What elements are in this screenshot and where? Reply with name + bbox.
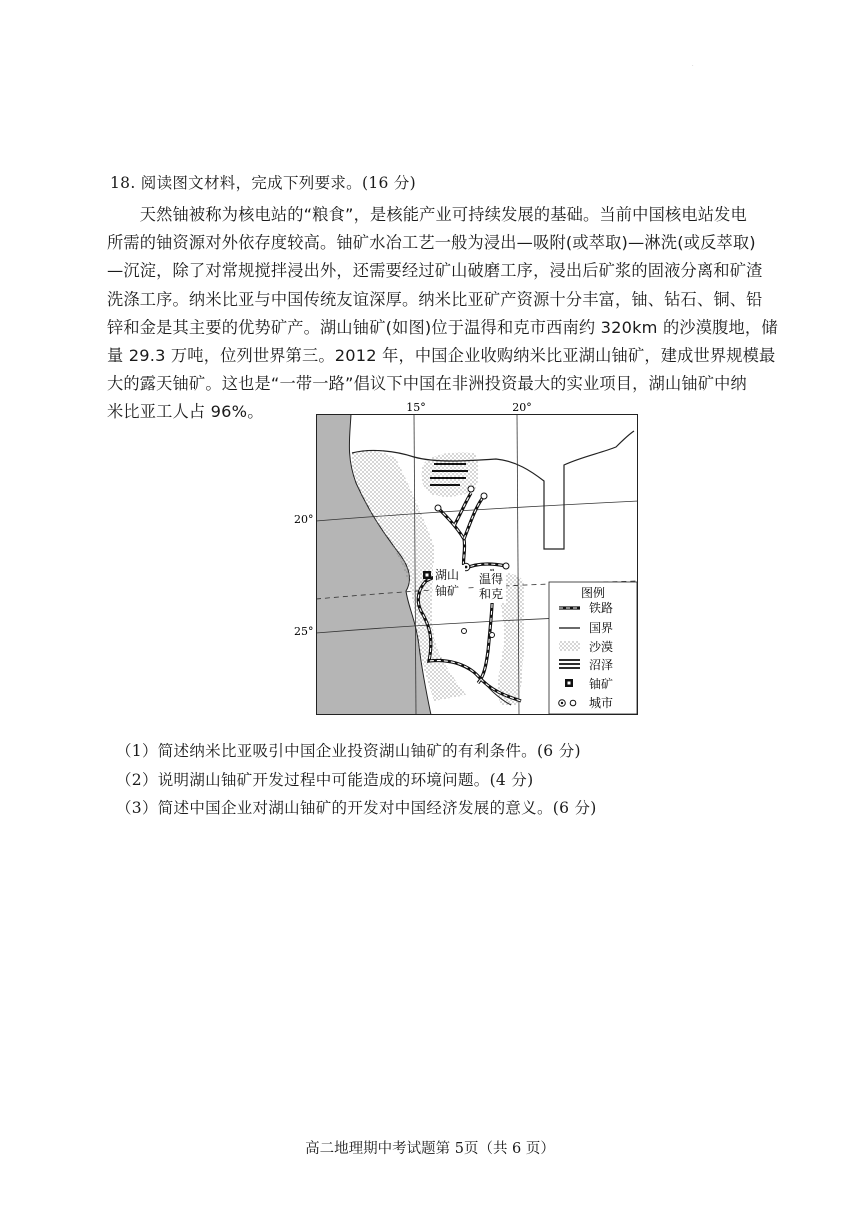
legend-desert: 沙漠 (589, 640, 614, 654)
passage-line: 锌和金是其主要的优势矿产。湖山铀矿(如图)位于温得和克市西南约 320km 的沙漠腹地，储 (107, 318, 778, 337)
windhoek-label: 和克 (479, 587, 504, 601)
passage-line: 米比亚工人占 96%。 (107, 402, 264, 421)
passage-line: 量 29.3 万吨，位列世界第三。2012 年，中国企业收购纳米比亚湖山铀矿，建成世界规模最 (107, 346, 776, 365)
sub-question-3: （3）简述中国企业对湖山铀矿的开发对中国经济发展的意义。(6 分) (116, 799, 597, 817)
question-header: 18. 阅读图文材料，完成下列要求。(16 分) (110, 174, 417, 192)
legend-city: 城市 (589, 696, 614, 710)
passage-line: —沉淀，除了对常规搅拌浸出外，还需要经过矿山破磨工序，浸出后矿浆的固液分离和矿渣 (107, 261, 763, 280)
passage-line: 大的露天铀矿。这也是“一带一路”倡议下中国在非洲投资最大的实业项目，湖山铀矿中纳 (107, 374, 747, 393)
passage-line: 所需的铀资源对外依存度较高。铀矿水冶工艺一般为浸出—吸附(或萃取)—淋洗(或反萃取) (107, 233, 756, 252)
namibia-map (294, 401, 638, 715)
lon-label: 20° (512, 401, 532, 414)
map-legend (549, 582, 637, 714)
sub-question-1: （1）简述纳米比亚吸引中国企业投资湖山铀矿的有利条件。(6 分) (116, 742, 581, 760)
legend-swamp: 沼泽 (589, 658, 614, 672)
passage-line: 洗涤工序。纳米比亚与中国传统友谊深厚。纳米比亚矿产资源十分丰富，铀、钻石、铜、铅 (107, 290, 763, 309)
passage-line: 天然铀被称为核电站的“粮食”，是核能产业可持续发展的基础。当前中国核电站发电 (107, 205, 747, 224)
uranium-mine-icon (423, 571, 431, 579)
sub-question-2: （2）说明湖山铀矿开发过程中可能造成的环境问题。(4 分) (116, 771, 534, 789)
page-footer: 高二地理期中考试题第 5页（共 6 页） (305, 1141, 555, 1157)
page-mark: . (692, 62, 694, 68)
legend-mine: 铀矿 (589, 677, 614, 691)
legend-railway: 铁路 (589, 601, 614, 615)
mine-label: 铀矿 (435, 584, 460, 598)
lat-label: 25° (294, 625, 314, 638)
legend-title: 图例 (580, 586, 606, 600)
lon-label: 15° (406, 401, 426, 414)
lat-label: 20° (294, 513, 314, 526)
mine-label: 湖山 (435, 568, 460, 582)
windhoek-label: 温得 (479, 572, 504, 586)
legend-border: 国界 (589, 621, 614, 635)
